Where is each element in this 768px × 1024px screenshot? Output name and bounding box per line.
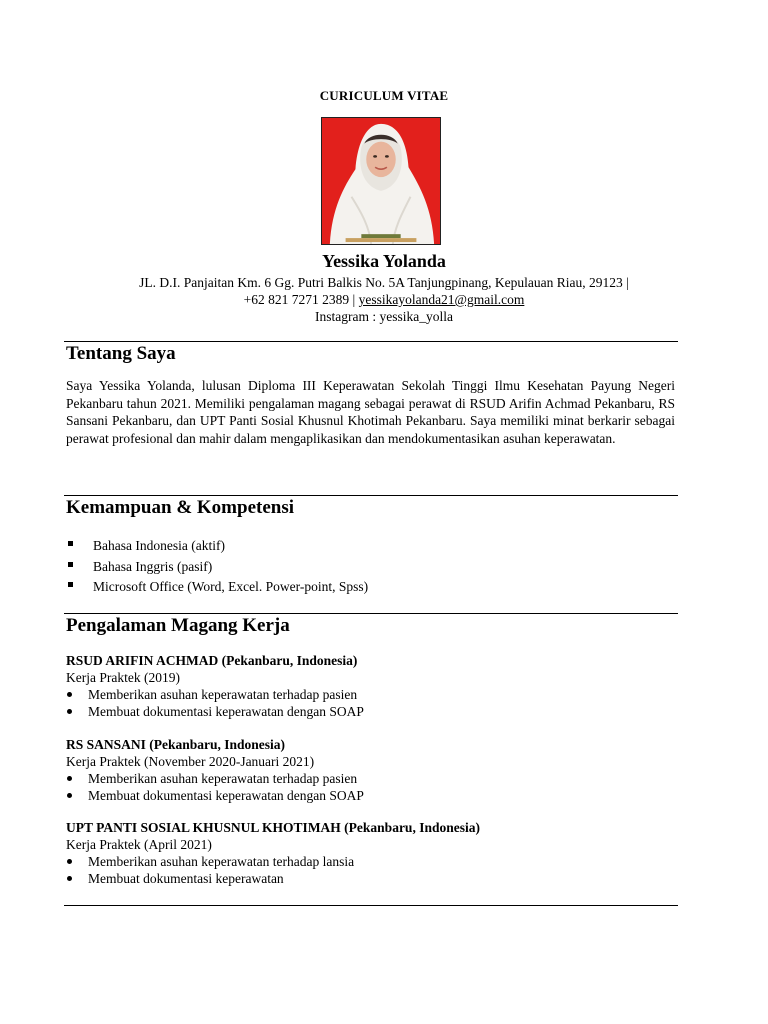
candidate-name: Yessika Yolanda <box>322 251 446 271</box>
experience-org: RS SANSANI (Pekanbaru, Indonesia) <box>66 737 286 752</box>
experience-entry <box>66 652 676 720</box>
skills-heading: Kemampuan & Kompetensi <box>66 497 294 518</box>
bullet-icon <box>67 692 72 697</box>
about-heading: Tentang Saya <box>66 343 176 364</box>
skill-item <box>66 536 368 557</box>
section-divider <box>64 495 678 496</box>
section-divider <box>64 613 678 614</box>
experience-entry <box>66 736 676 804</box>
section-divider <box>64 341 678 342</box>
task-item <box>66 703 676 720</box>
about-text: Saya Yessika Yolanda, lulusan Diploma III Keperawatan Sekolah Tinggi Ilmu Kesehatan Payung Negeri Pekanbaru tahun 2021. Memiliki pengalaman magang sebagai perawat di RSUD Arifin Achmad Pekanbaru, RS Sansani Pekanbaru, dan UPT Panti Sosial Khusnul Khotimah Pekanbaru. Saya memiliki minat berkarir sebagai perawat profesional dan mahir dalam mengaplikasikan dan mendokumentasikan asuhan keperawatan. <box>66 378 675 446</box>
skill-item <box>66 557 368 578</box>
bullet-icon <box>67 876 72 881</box>
experience-role: Kerja Praktek (2019) <box>66 670 180 685</box>
task-item <box>66 686 676 703</box>
phone-number: +62 821 7271 2389 <box>243 292 350 307</box>
profile-photo-image <box>322 118 440 244</box>
skill-item <box>66 577 368 598</box>
task-item <box>66 870 676 887</box>
bullet-icon <box>67 859 72 864</box>
section-divider <box>64 905 678 906</box>
task-label: Memberikan asuhan keperawatan terhadap pasien <box>88 687 358 702</box>
experience-org: UPT PANTI SOSIAL KHUSNUL KHOTIMAH (Pekanbaru, Indonesia) <box>66 820 480 835</box>
task-item <box>66 770 676 787</box>
profile-photo <box>321 117 441 245</box>
bullet-icon <box>67 776 72 781</box>
square-bullet-icon <box>68 541 73 546</box>
phone-email-line <box>64 291 704 308</box>
skills-list <box>66 536 368 598</box>
task-label: Memberikan asuhan keperawatan terhadap pasien <box>88 771 358 786</box>
square-bullet-icon <box>68 562 73 567</box>
bullet-icon <box>67 709 72 714</box>
experience-role: Kerja Praktek (November 2020-Januari 2021) <box>66 754 315 769</box>
task-label: Memberikan asuhan keperawatan terhadap lansia <box>88 854 355 869</box>
bullet-icon <box>67 793 72 798</box>
task-item <box>66 787 676 804</box>
task-item <box>66 853 676 870</box>
instagram-handle: Instagram : yessika_yolla <box>315 309 453 324</box>
separator: | <box>352 292 356 307</box>
task-label: Membuat dokumentasi keperawatan dengan SOAP <box>88 704 364 719</box>
experience-role: Kerja Praktek (April 2021) <box>66 837 212 852</box>
address-line: JL. D.I. Panjaitan Km. 6 Gg. Putri Balkis No. 5A Tanjungpinang, Kepulauan Riau, 29123 | <box>139 275 629 290</box>
experience-org: RSUD ARIFIN ACHMAD (Pekanbaru, Indonesia) <box>66 653 358 668</box>
experience-heading: Pengalaman Magang Kerja <box>66 615 290 636</box>
email-link[interactable]: yessikayolanda21@gmail.com <box>358 292 525 307</box>
experience-entry <box>66 819 676 887</box>
experience-tasks <box>66 686 676 720</box>
document-title: CURICULUM VITAE <box>319 88 449 103</box>
experience-tasks <box>66 770 676 804</box>
task-label: Membuat dokumentasi keperawatan <box>88 871 284 886</box>
skill-label: Bahasa Inggris (pasif) <box>93 558 213 574</box>
skill-label: Microsoft Office (Word, Excel. Power-point, Spss) <box>93 579 369 594</box>
contact-block <box>64 274 704 325</box>
experience-tasks <box>66 853 676 887</box>
square-bullet-icon <box>68 582 73 587</box>
task-label: Membuat dokumentasi keperawatan dengan SOAP <box>88 788 364 803</box>
skill-label: Bahasa Indonesia (aktif) <box>93 538 225 553</box>
